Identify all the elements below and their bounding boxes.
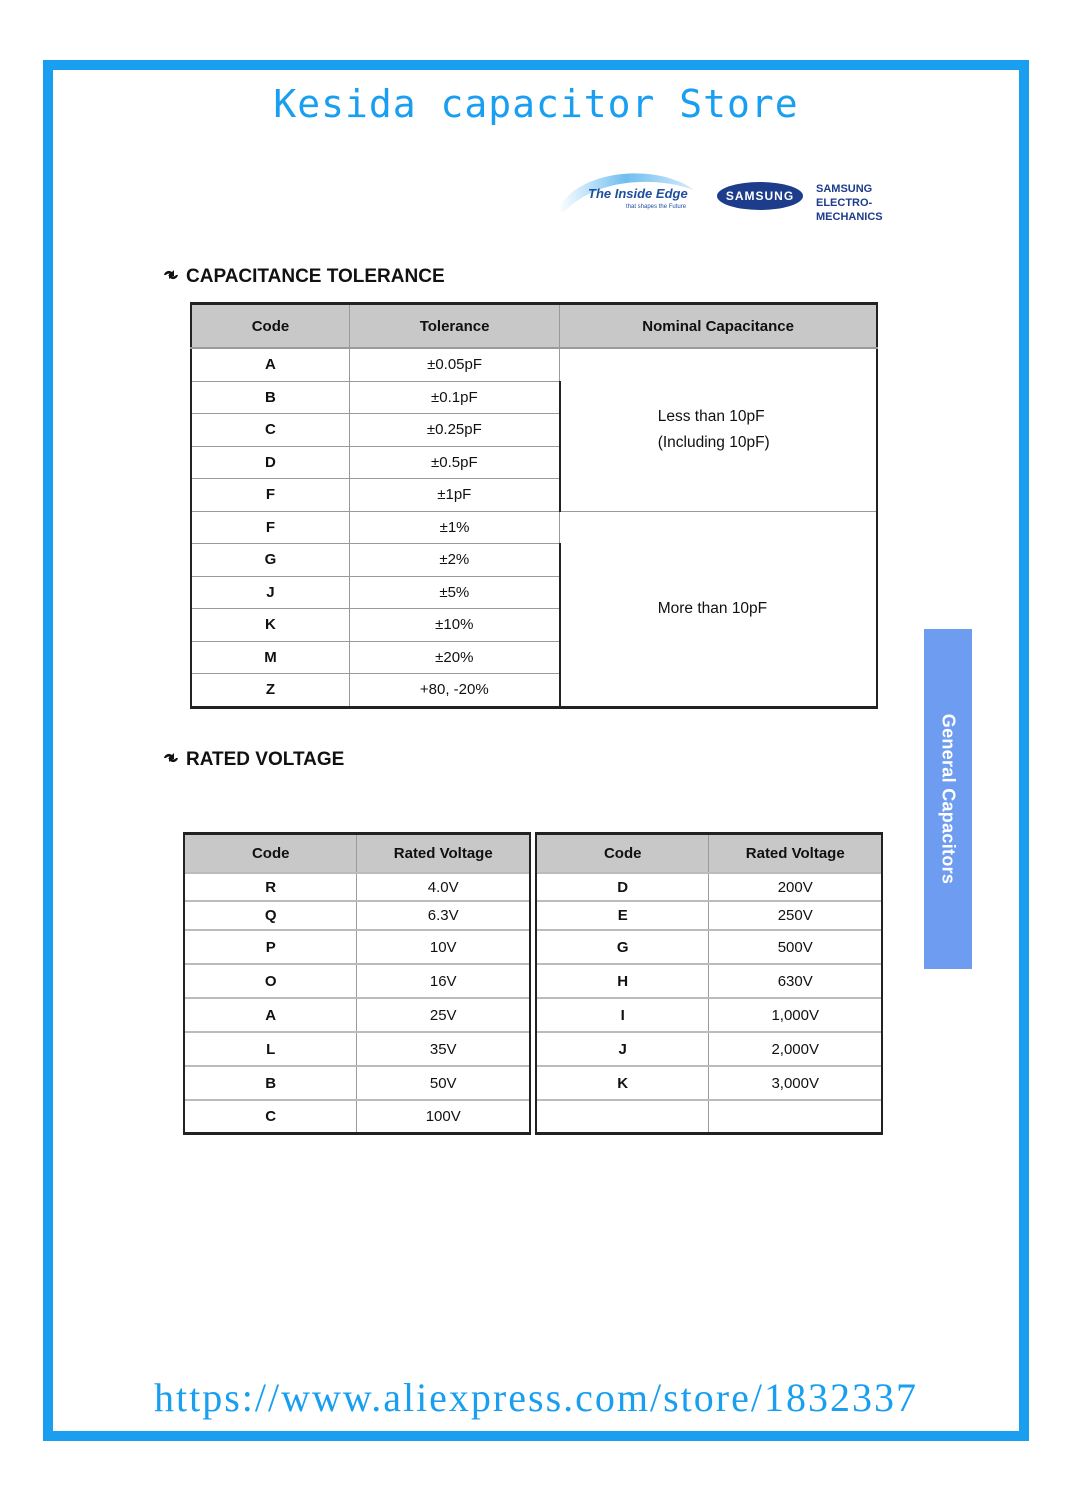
rated-voltage-title: RATED VOLTAGE: [186, 749, 345, 770]
nominal-capacitance-cell: [560, 348, 877, 511]
side-tab-label: General Capacitors: [938, 713, 959, 885]
code-cell: A: [191, 348, 349, 381]
voltage-cell: 250V: [709, 901, 882, 930]
voltage-cell: 10V: [357, 930, 530, 964]
table-row: [184, 873, 530, 901]
inside-edge-logo: [556, 166, 704, 216]
code-cell: Z: [191, 674, 349, 708]
table-row: [184, 901, 530, 930]
voltage-cell: 500V: [709, 930, 882, 964]
voltage-cell: 630V: [709, 964, 882, 998]
code-cell: B: [191, 381, 349, 414]
inside-edge-subtext: that shapes the Future: [626, 204, 687, 210]
code-cell: G: [536, 930, 709, 964]
tolerance-cell: ±1%: [349, 511, 559, 544]
capacitance-tolerance-heading: [162, 266, 445, 288]
nominal-capacitance-cell: [560, 511, 877, 707]
voltage-cell: 4.0V: [357, 873, 530, 901]
tolerance-cell: ±20%: [349, 641, 559, 674]
sem-line-2: ELECTRO-MECHANICS: [816, 197, 883, 223]
code-cell: K: [191, 609, 349, 642]
code-cell: E: [536, 901, 709, 930]
tolerance-cell: ±2%: [349, 544, 559, 577]
table-row: [191, 348, 877, 381]
voltage-cell: 2,000V: [709, 1032, 882, 1066]
code-cell: J: [536, 1032, 709, 1066]
code-cell: P: [184, 930, 357, 964]
samsung-logo-text: SAMSUNG: [725, 189, 795, 203]
nominal-text: Less than 10pF: [657, 407, 765, 425]
table-row: [536, 930, 882, 964]
code-cell: Q: [184, 901, 357, 930]
voltage-cell: [709, 1100, 882, 1133]
tolerance-cell: ±5%: [349, 576, 559, 609]
table-row: [536, 1066, 882, 1100]
voltage-cell: 3,000V: [709, 1066, 882, 1100]
table-row: [184, 964, 530, 998]
samsung-logo: [716, 181, 804, 211]
code-cell: I: [536, 998, 709, 1032]
arrow-cycle-icon: [162, 268, 180, 282]
arrow-cycle-icon: [162, 751, 180, 765]
tolerance-cell: ±0.05pF: [349, 348, 559, 381]
rated-voltage-table-left: [183, 832, 531, 1135]
capacitance-tolerance-title: CAPACITANCE TOLERANCE: [186, 266, 445, 287]
tolerance-cell: ±0.1pF: [349, 381, 559, 414]
table-row: [184, 998, 530, 1032]
code-cell: K: [536, 1066, 709, 1100]
table-row: [184, 1032, 530, 1066]
code-cell: F: [191, 511, 349, 544]
column-header: Code: [191, 304, 349, 349]
tolerance-cell: ±1pF: [349, 479, 559, 512]
rated-voltage-table-right: [535, 832, 883, 1135]
table-row: [536, 998, 882, 1032]
sem-line-1: SAMSUNG: [816, 183, 873, 195]
nominal-text: More than 10pF: [657, 599, 768, 617]
voltage-cell: 1,000V: [709, 998, 882, 1032]
table-row: [536, 1032, 882, 1066]
table-row: [536, 873, 882, 901]
tolerance-cell: ±10%: [349, 609, 559, 642]
column-header: Code: [536, 834, 709, 874]
general-capacitors-side-tab[interactable]: [924, 629, 972, 969]
code-cell: R: [184, 873, 357, 901]
code-cell: C: [191, 414, 349, 447]
code-cell: F: [191, 479, 349, 512]
code-cell: J: [191, 576, 349, 609]
store-url-link[interactable]: https://www.aliexpress.com/store/1832337: [154, 1375, 918, 1420]
column-header: Tolerance: [349, 304, 559, 349]
nominal-text: (Including 10pF): [657, 433, 770, 451]
voltage-cell: 16V: [357, 964, 530, 998]
code-cell: C: [184, 1100, 357, 1133]
table-header-row: [191, 304, 877, 349]
column-header: Rated Voltage: [709, 834, 882, 874]
voltage-cell: 100V: [357, 1100, 530, 1133]
code-cell: [536, 1100, 709, 1133]
capacitance-tolerance-table: [190, 302, 878, 709]
code-cell: L: [184, 1032, 357, 1066]
code-cell: O: [184, 964, 357, 998]
brand-logos: [556, 164, 936, 223]
tolerance-cell: ±0.25pF: [349, 414, 559, 447]
voltage-cell: 6.3V: [357, 901, 530, 930]
code-cell: D: [191, 446, 349, 479]
code-cell: B: [184, 1066, 357, 1100]
store-title: Kesida capacitor Store: [273, 82, 799, 126]
table-row: [536, 901, 882, 930]
table-row: [191, 511, 877, 544]
code-cell: M: [191, 641, 349, 674]
column-header: Code: [184, 834, 357, 874]
code-cell: D: [536, 873, 709, 901]
rated-voltage-heading: [162, 749, 344, 771]
voltage-cell: 25V: [357, 998, 530, 1032]
table-header-row: [184, 834, 530, 874]
column-header: Nominal Capacitance: [560, 304, 877, 349]
voltage-cell: 35V: [357, 1032, 530, 1066]
table-header-row: [536, 834, 882, 874]
code-cell: A: [184, 998, 357, 1032]
table-row: [536, 964, 882, 998]
table-row: [536, 1100, 882, 1133]
voltage-cell: 200V: [709, 873, 882, 901]
table-row: [184, 930, 530, 964]
table-row: [184, 1066, 530, 1100]
code-cell: H: [536, 964, 709, 998]
column-header: Rated Voltage: [357, 834, 530, 874]
inside-edge-text: The Inside Edge: [588, 186, 688, 201]
table-row: [184, 1100, 530, 1133]
tolerance-cell: ±0.5pF: [349, 446, 559, 479]
tolerance-cell: +80, -20%: [349, 674, 559, 708]
samsung-electro-mechanics-text: [816, 182, 936, 224]
code-cell: G: [191, 544, 349, 577]
voltage-cell: 50V: [357, 1066, 530, 1100]
